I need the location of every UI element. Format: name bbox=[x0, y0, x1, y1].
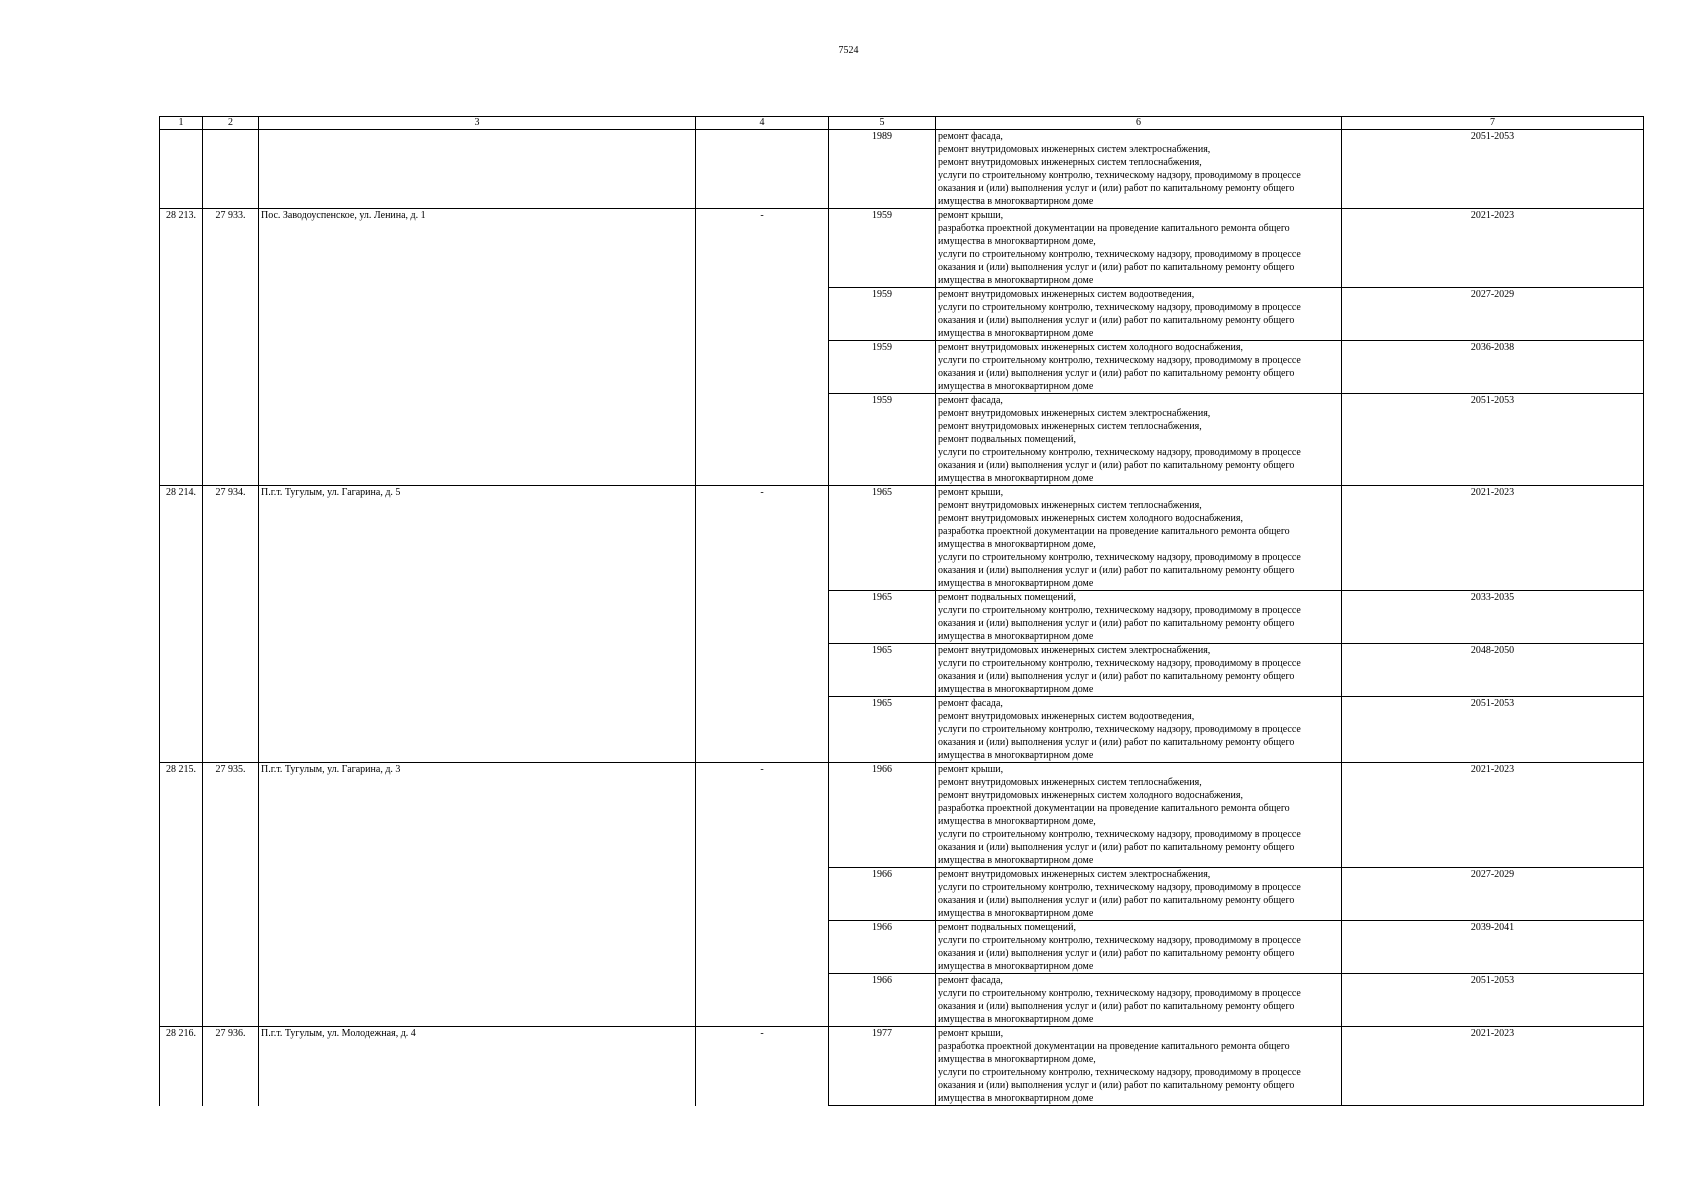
cell-period: 2036-2038 bbox=[1342, 341, 1644, 394]
cell-year: 1966 bbox=[829, 921, 936, 974]
cell-period: 2033-2035 bbox=[1342, 591, 1644, 644]
cell-works: ремонт крыши, разработка проектной документации на проведение капитального ремонта общего имущества в многоквартирном доме, услуги по строительному контролю, техническому надзору, проводимому в процессе оказания и (или) выполнения услуг и (или) работ по капитальному ремонту общего имущества в многоквартирном доме bbox=[936, 1027, 1342, 1106]
cell-works: ремонт подвальных помещений, услуги по строительному контролю, техническому надзору, проводимому в процессе оказания и (или) выполнения услуг и (или) работ по капитальному ремонту общего имущества в многоквартирном доме bbox=[936, 591, 1342, 644]
cell-works: ремонт внутридомовых инженерных систем водоотведения, услуги по строительному контролю, техническому надзору, проводимому в процессе оказания и (или) выполнения услуг и (или) работ по капитальному ремонту общего имущества в многоквартирном доме bbox=[936, 288, 1342, 341]
cell-year: 1959 bbox=[829, 209, 936, 288]
cell-works: ремонт крыши, разработка проектной документации на проведение капитального ремонта общего имущества в многоквартирном доме, услуги по строительному контролю, техническому надзору, проводимому в процессе оказания и (или) выполнения услуг и (или) работ по капитальному ремонту общего имущества в многоквартирном доме bbox=[936, 209, 1342, 288]
cell-works: ремонт крыши, ремонт внутридомовых инженерных систем теплоснабжения, ремонт внутридомовых инженерных систем холодного водоснабжения, разработка проектной документации на проведение капитального ремонта общего имущества в многоквартирном доме, услуги по строительному контролю, техническому надзору, проводимому в процессе оказания и (или) выполнения услуг и (или) работ по капитальному ремонту общего имущества в многоквартирном доме bbox=[936, 763, 1342, 868]
cell-period: 2051-2053 bbox=[1342, 974, 1644, 1027]
header-col-3: 3 bbox=[259, 117, 696, 130]
header-col-6: 6 bbox=[936, 117, 1342, 130]
cell-period: 2021-2023 bbox=[1342, 1027, 1644, 1106]
table-row bbox=[160, 209, 1644, 288]
cell-works: ремонт фасада, ремонт внутридомовых инженерных систем электроснабжения, ремонт внутридомовых инженерных систем теплоснабжения, ремонт подвальных помещений, услуги по строительному контролю, техническому надзору, проводимому в процессе оказания и (или) выполнения услуг и (или) работ по капитальному ремонту общего имущества в многоквартирном доме bbox=[936, 394, 1342, 486]
cell-number-2: 27 936. bbox=[203, 1027, 259, 1106]
cell-col4: - bbox=[696, 763, 829, 1027]
header-col-5: 5 bbox=[829, 117, 936, 130]
cell-period: 2021-2023 bbox=[1342, 486, 1644, 591]
cell-year: 1966 bbox=[829, 974, 936, 1027]
cell-period: 2021-2023 bbox=[1342, 209, 1644, 288]
table-row bbox=[160, 1027, 1644, 1106]
cell-year: 1966 bbox=[829, 868, 936, 921]
cell-year: 1965 bbox=[829, 591, 936, 644]
page-number: 7524 bbox=[838, 45, 859, 56]
cell-period: 2051-2053 bbox=[1342, 697, 1644, 763]
cell-year: 1959 bbox=[829, 288, 936, 341]
cell-works: ремонт фасада, ремонт внутридомовых инженерных систем электроснабжения, ремонт внутридомовых инженерных систем теплоснабжения, услуги по строительному контролю, техническому надзору, проводимому в процессе оказания и (или) выполнения услуг и (или) работ по капитальному ремонту общего имущества в многоквартирном доме bbox=[936, 130, 1342, 209]
cell-period: 2027-2029 bbox=[1342, 288, 1644, 341]
cell-year: 1965 bbox=[829, 697, 936, 763]
cell-works: ремонт фасада, услуги по строительному контролю, техническому надзору, проводимому в процессе оказания и (или) выполнения услуг и (или) работ по капитальному ремонту общего имущества в многоквартирном доме bbox=[936, 974, 1342, 1027]
cell-works: ремонт внутридомовых инженерных систем электроснабжения, услуги по строительному контролю, техническому надзору, проводимому в процессе оказания и (или) выполнения услуг и (или) работ по капитальному ремонту общего имущества в многоквартирном доме bbox=[936, 644, 1342, 697]
header-col-4: 4 bbox=[696, 117, 829, 130]
cell-number bbox=[160, 130, 203, 209]
cell-number: 28 215. bbox=[160, 763, 203, 1027]
cell-col4: - bbox=[696, 209, 829, 486]
cell-works: ремонт внутридомовых инженерных систем холодного водоснабжения, услуги по строительному контролю, техническому надзору, проводимому в процессе оказания и (или) выполнения услуг и (или) работ по капитальному ремонту общего имущества в многоквартирном доме bbox=[936, 341, 1342, 394]
cell-year: 1965 bbox=[829, 486, 936, 591]
cell-number: 28 213. bbox=[160, 209, 203, 486]
cell-number-2 bbox=[203, 130, 259, 209]
cell-year: 1966 bbox=[829, 763, 936, 868]
header-col-7: 7 bbox=[1342, 117, 1644, 130]
cell-works: ремонт фасада, ремонт внутридомовых инженерных систем водоотведения, услуги по строительному контролю, техническому надзору, проводимому в процессе оказания и (или) выполнения услуг и (или) работ по капитальному ремонту общего имущества в многоквартирном доме bbox=[936, 697, 1342, 763]
header-row bbox=[160, 117, 1644, 130]
cell-number: 28 214. bbox=[160, 486, 203, 763]
cell-works: ремонт внутридомовых инженерных систем электроснабжения, услуги по строительному контролю, техническому надзору, проводимому в процессе оказания и (или) выполнения услуг и (или) работ по капитальному ремонту общего имущества в многоквартирном доме bbox=[936, 868, 1342, 921]
cell-number-2: 27 935. bbox=[203, 763, 259, 1027]
table-row bbox=[160, 130, 1644, 209]
capital-repair-table bbox=[159, 116, 1644, 1106]
cell-address: Пос. Заводоуспенское, ул. Ленина, д. 1 bbox=[259, 209, 696, 486]
header-col-2: 2 bbox=[203, 117, 259, 130]
cell-address bbox=[259, 130, 696, 209]
cell-year: 1977 bbox=[829, 1027, 936, 1106]
cell-col4: - bbox=[696, 1027, 829, 1106]
cell-address: П.г.т. Тугулым, ул. Молодежная, д. 4 bbox=[259, 1027, 696, 1106]
cell-year: 1965 bbox=[829, 644, 936, 697]
cell-year: 1989 bbox=[829, 130, 936, 209]
cell-number: 28 216. bbox=[160, 1027, 203, 1106]
header-col-1: 1 bbox=[160, 117, 203, 130]
table-row bbox=[160, 763, 1644, 868]
cell-works: ремонт крыши, ремонт внутридомовых инженерных систем теплоснабжения, ремонт внутридомовых инженерных систем холодного водоснабжения, разработка проектной документации на проведение капитального ремонта общего имущества в многоквартирном доме, услуги по строительному контролю, техническому надзору, проводимому в процессе оказания и (или) выполнения услуг и (или) работ по капитальному ремонту общего имущества в многоквартирном доме bbox=[936, 486, 1342, 591]
cell-address: П.г.т. Тугулым, ул. Гагарина, д. 3 bbox=[259, 763, 696, 1027]
cell-period: 2051-2053 bbox=[1342, 394, 1644, 486]
cell-number-2: 27 933. bbox=[203, 209, 259, 486]
cell-address: П.г.т. Тугулым, ул. Гагарина, д. 5 bbox=[259, 486, 696, 763]
cell-period: 2048-2050 bbox=[1342, 644, 1644, 697]
cell-year: 1959 bbox=[829, 341, 936, 394]
cell-year: 1959 bbox=[829, 394, 936, 486]
cell-period: 2051-2053 bbox=[1342, 130, 1644, 209]
cell-col4 bbox=[696, 130, 829, 209]
cell-period: 2021-2023 bbox=[1342, 763, 1644, 868]
cell-period: 2027-2029 bbox=[1342, 868, 1644, 921]
cell-works: ремонт подвальных помещений, услуги по строительному контролю, техническому надзору, проводимому в процессе оказания и (или) выполнения услуг и (или) работ по капитальному ремонту общего имущества в многоквартирном доме bbox=[936, 921, 1342, 974]
cell-col4: - bbox=[696, 486, 829, 763]
table-row bbox=[160, 486, 1644, 591]
cell-period: 2039-2041 bbox=[1342, 921, 1644, 974]
cell-number-2: 27 934. bbox=[203, 486, 259, 763]
